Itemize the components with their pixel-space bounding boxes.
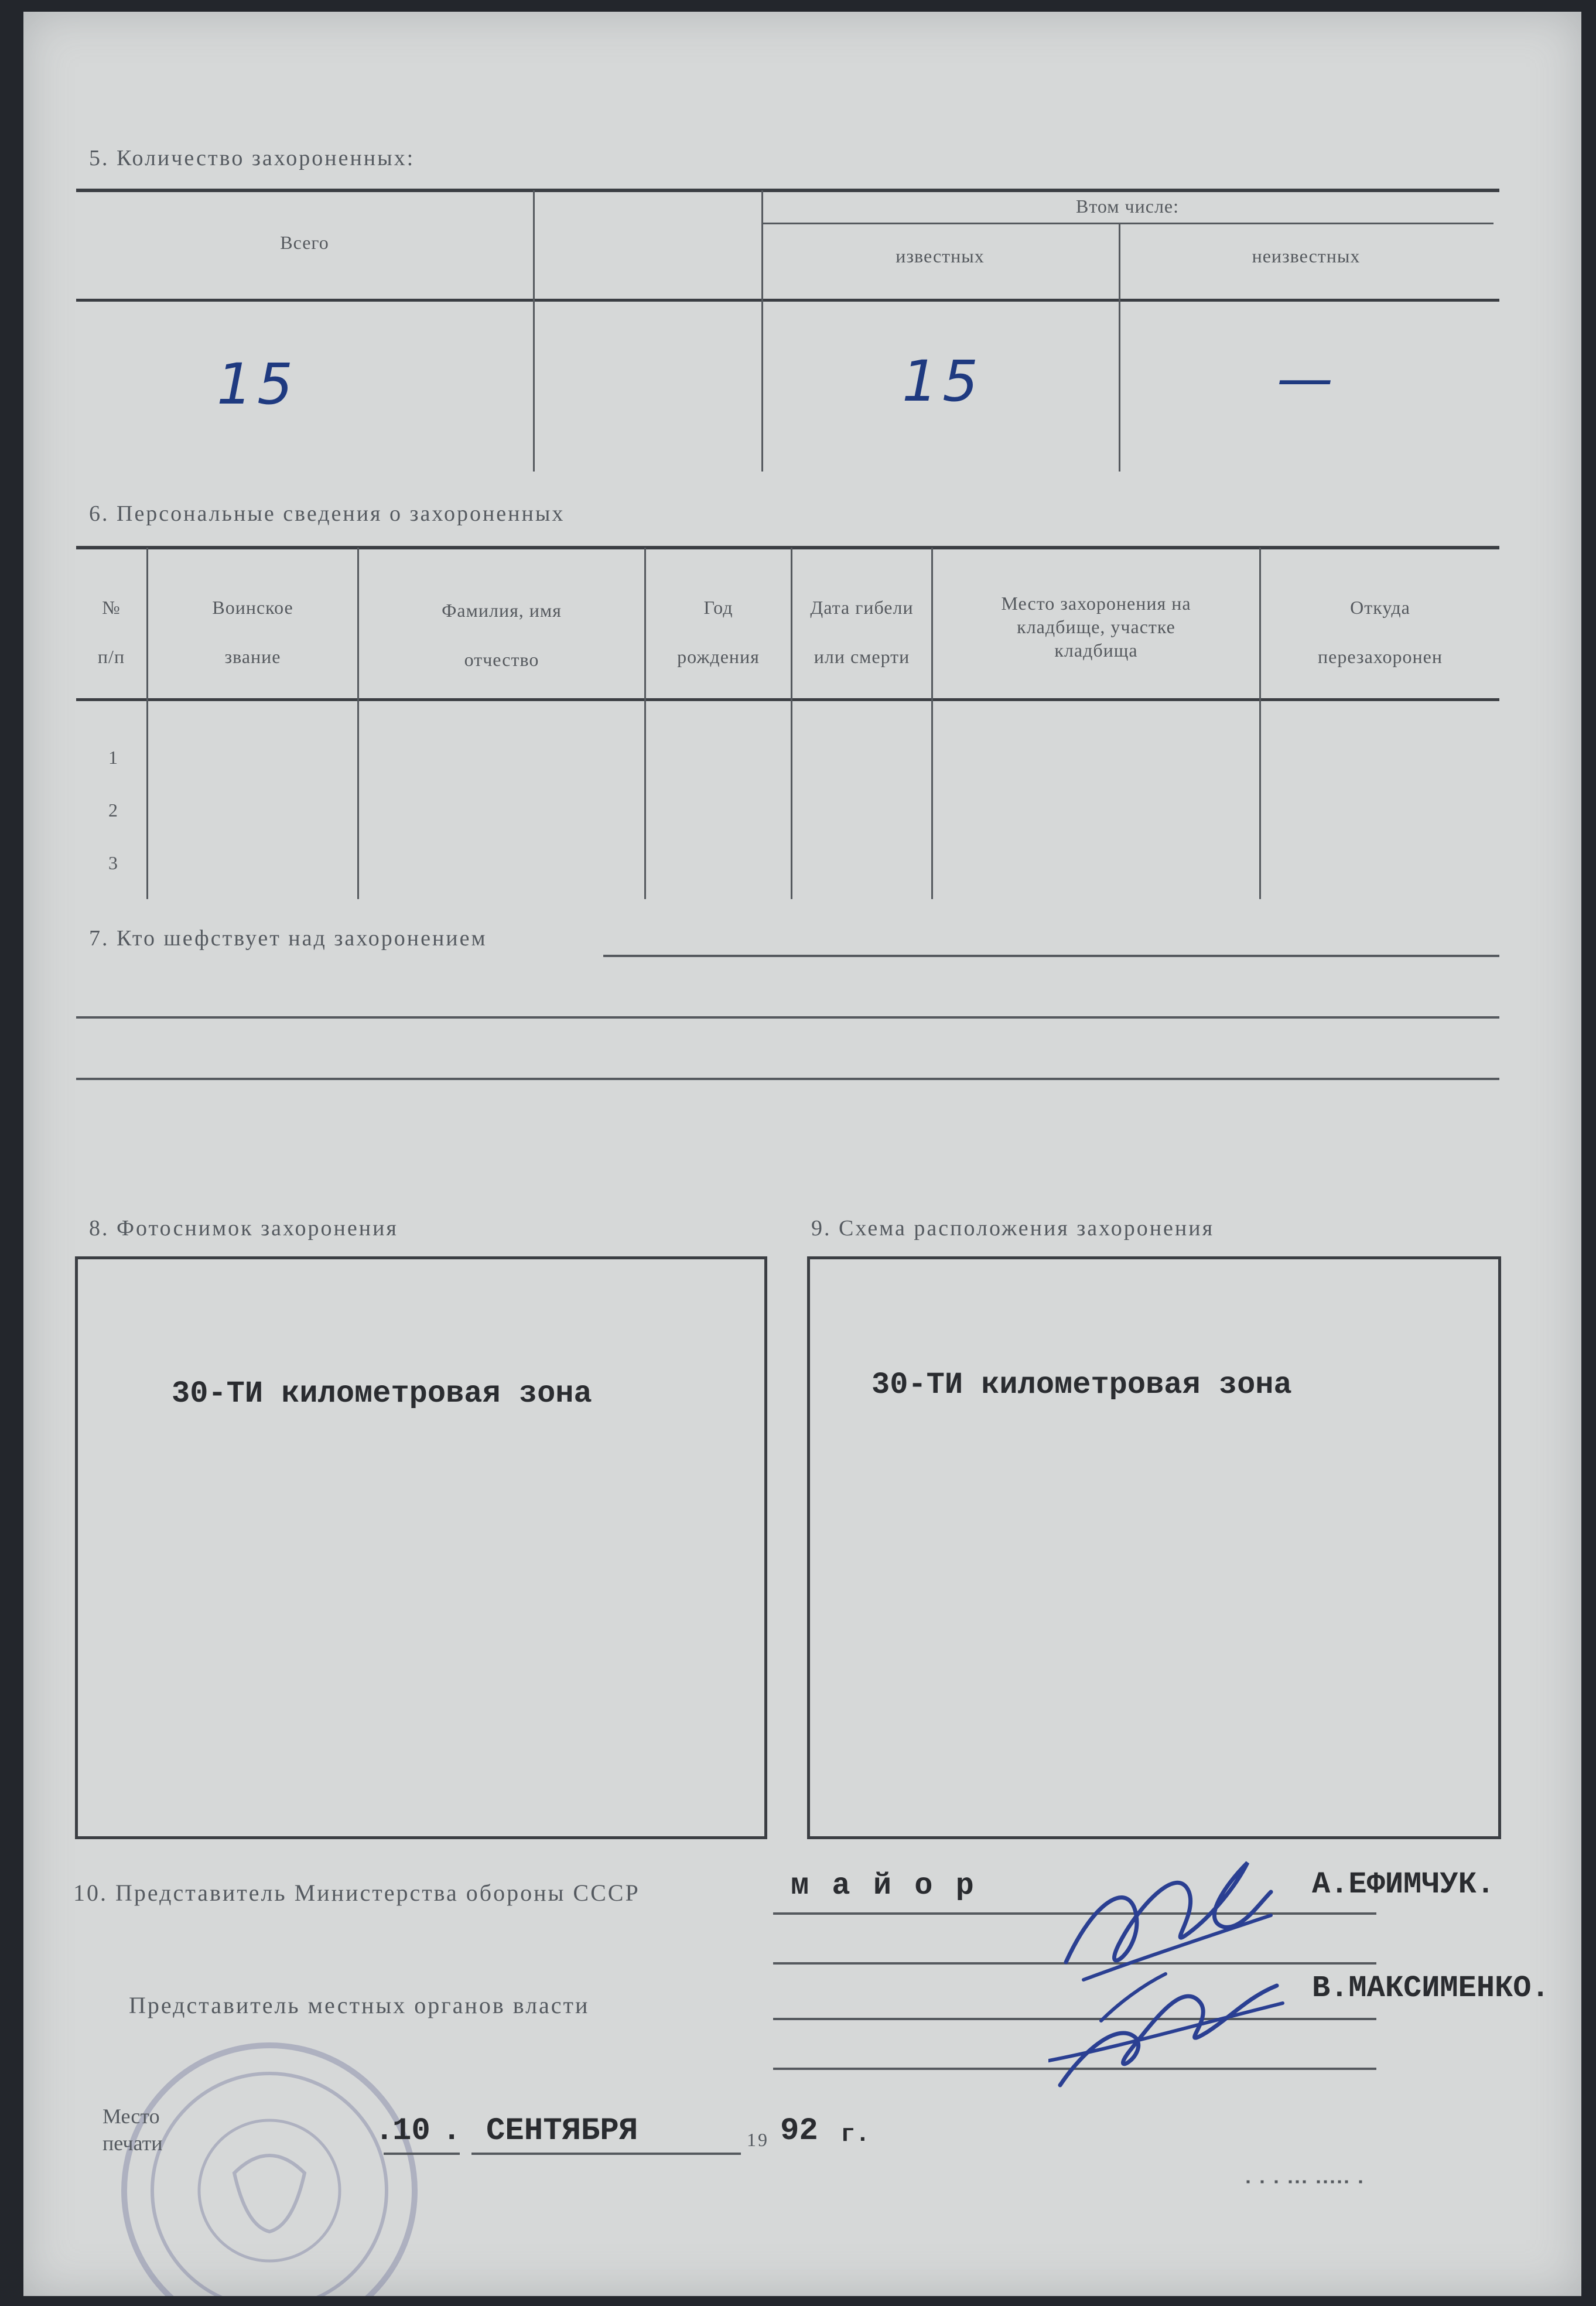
patron-line-3 [76,1078,1499,1080]
header-burial-place: Место захоронения на кладбище, участке кладбища [1001,593,1191,661]
col-known-header: известных [896,245,985,267]
patron-line-2 [76,1016,1499,1019]
section6-title: 6. Персональные сведения о захороненных [89,501,565,526]
local-authority-name: В.МАКСИМЕНКО. [1312,1971,1550,2006]
date-year-prefix: 19 [747,2129,769,2150]
row-number-2: 2 [108,800,118,821]
scheme-box-text: 30-ТИ километровая зона [872,1368,1292,1402]
date-year-suffix: 92 [780,2113,818,2149]
section8-title: 8. Фотоснимок захоронения [89,1216,398,1241]
section9-title: 9. Схема расположения захоронения [811,1216,1215,1241]
header-birth-year: Год рождения [677,597,760,667]
section5-title: 5. Количество захороненных: [89,146,415,170]
header-full-name: Фамилия, имя отчество [442,600,562,670]
table5-sub-border [761,223,1494,224]
table5-col-line-1 [533,190,535,472]
seal-quote-close: . [442,2113,462,2149]
print-code-mark: ▪ ▪ ▪ ▪▪▪ ▪▪▪▪▪ ▪ [1245,2176,1365,2189]
known-count-value: 15 [902,349,983,414]
date-month: СЕНТЯБРЯ [486,2113,638,2149]
total-count-value: 15 [217,351,298,417]
section10-title: 10. Представитель Министерства обороны СССР [73,1880,640,1906]
photo-box [75,1256,767,1839]
table5-header-border [76,299,1499,302]
table5-col-line-2 [761,190,763,472]
date-day-line [384,2153,460,2155]
date-year-unit: г. [840,2120,870,2148]
official-stamp [117,2038,422,2296]
header-rank: Воинское звание [212,597,293,667]
header-death-date: Дата гибели или смерти [810,597,914,667]
section7-title: 7. Кто шефствует над захоронением [89,926,487,951]
photo-box-text: 30-ТИ километровая зона [172,1376,592,1411]
table6-top-border [76,546,1499,549]
unknown-count-value: — [1277,346,1338,411]
mod-name: А.ЕФИМЧУК. [1312,1867,1495,1902]
row-number-1: 1 [108,747,118,768]
seal-quote-open: . [375,2113,394,2149]
form-sheet [23,12,1581,2296]
table5-top-border [76,189,1499,192]
signature-ink [1048,1827,1294,2097]
local-authority-label: Представитель местных органов власти [129,1992,590,2018]
date-month-line [471,2153,741,2155]
scheme-box [807,1256,1501,1839]
header-number: № п/п [97,597,125,667]
table6-header-border [76,698,1499,701]
row-number-3: 3 [108,852,118,873]
col-including-header: Втом числе: [1075,196,1180,217]
mod-rank: м а й о р [791,1868,976,1903]
header-reburied-from: Откуда перезахоронен [1318,597,1443,667]
date-day: 10 [392,2113,430,2149]
patron-line-1 [603,955,1499,957]
col-unknown-header: неизвестных [1252,245,1361,267]
col-total-header: Всего [280,232,329,253]
seal-place-label: Место печати [102,2105,163,2155]
